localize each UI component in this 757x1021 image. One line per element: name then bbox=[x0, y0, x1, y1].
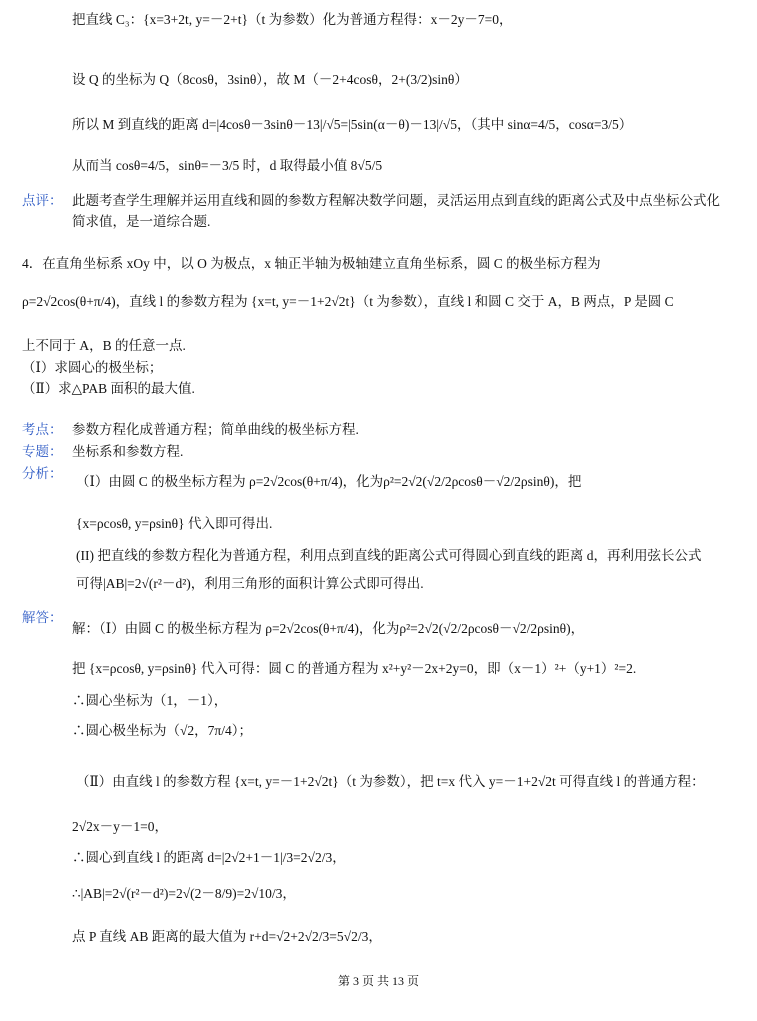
comment-label: 点评： bbox=[22, 193, 63, 208]
problem4-part1 bbox=[22, 356, 162, 376]
kaodian-label-text: 考点： bbox=[22, 422, 63, 437]
problem4-intro bbox=[22, 252, 601, 272]
line-min-value-text: 从而当 cosθ=4/5，sinθ=－3/5 时，d 取得最小值 8√5/5 bbox=[72, 158, 383, 173]
solution-s7 bbox=[72, 846, 346, 866]
problem4-equation-line bbox=[22, 290, 674, 310]
solution-s1 bbox=[72, 617, 584, 637]
fenxi-line-2-text: {x=ρcosθ, y=ρsinθ} 代入即可得出. bbox=[76, 516, 273, 531]
fenxi-line-4-text: 可得|AB|=2√(r²－d²)，利用三角形的面积计算公式即可得出. bbox=[76, 576, 424, 591]
solution-s4-text: ∴圆心极坐标为（√2，7π/4）； bbox=[72, 723, 252, 738]
line-distance-formula bbox=[72, 113, 632, 133]
solution-s4 bbox=[72, 719, 252, 739]
problem4-continuation-text: 上不同于 A，B 的任意一点. bbox=[22, 338, 186, 353]
problem4-equation-text: ρ=2√2cos(θ+π/4)，直线 l 的参数方程为 {x=t, y=－1+2√2t}（t 为参数），直线 l 和圆 C 交于 A，B 两点，P 是圆 C bbox=[22, 294, 674, 309]
line-min-value bbox=[72, 154, 382, 174]
solution-s9 bbox=[72, 925, 382, 945]
kaodian-text bbox=[72, 418, 359, 438]
line-c3-conversion bbox=[72, 8, 513, 28]
line-q-coords bbox=[72, 68, 468, 88]
kaodian-text-content: 参数方程化成普通方程；简单曲线的极坐标方程. bbox=[72, 422, 359, 437]
problem4-intro-text: 4．在直角坐标系 xOy 中，以 O 为极点，x 轴正半轴为极轴建立直角坐标系，圆 C 的极坐标方程为 bbox=[22, 256, 601, 271]
solution-s3-text: ∴圆心坐标为（1，－1）， bbox=[72, 693, 228, 708]
problem4-part2-text: （Ⅱ）求△PAB 面积的最大值. bbox=[22, 381, 195, 396]
solution-s5-text: （Ⅱ）由直线 l 的参数方程 {x=t, y=－1+2√2t}（t 为参数），把 t=x 代入 y=－1+2√2t 可得直线 l 的普通方程： bbox=[76, 774, 705, 789]
solution-s5 bbox=[76, 770, 705, 790]
line-c3-conversion-text: 把直线 C₃：{x=3+2t, y=－2+t}（t 为参数）化为普通方程得：x－2y－7=0， bbox=[72, 12, 513, 27]
solution-s9-text: 点 P 直线 AB 距离的最大值为 r+d=√2+2√2/3=5√2/3， bbox=[72, 929, 382, 944]
zhuanti-text-content: 坐标系和参数方程. bbox=[72, 444, 184, 459]
solution-s2 bbox=[72, 657, 636, 677]
solution-s6-text: 2√2x－y－1=0， bbox=[72, 819, 169, 834]
problem4-continuation bbox=[22, 334, 186, 354]
solution-s7-text: ∴圆心到直线 l 的距离 d=|2√2+1－1|/3=2√2/3， bbox=[72, 850, 346, 865]
line-q-coords-text: 设 Q 的坐标为 Q（8cosθ，3sinθ），故 M（－2+4cosθ，2+(3/2)sinθ） bbox=[72, 72, 468, 87]
fenxi-line-4 bbox=[76, 572, 424, 592]
fenxi-line-1 bbox=[76, 470, 581, 490]
zhuanti-label bbox=[22, 440, 63, 460]
fenxi-line-3 bbox=[76, 544, 701, 564]
zhuanti-label-text: 专题： bbox=[22, 444, 63, 459]
solution-s6 bbox=[72, 815, 168, 835]
problem4-part1-text: （Ⅰ）求圆心的极坐标； bbox=[22, 360, 163, 375]
comment-text-1-content: 此题考查学生理解并运用直线和圆的参数方程解决数学问题，灵活运用点到直线的距离公式及中点坐标公式化 bbox=[72, 193, 720, 208]
page-footer bbox=[0, 972, 757, 989]
comment-text-2 bbox=[72, 210, 210, 230]
solution-label bbox=[22, 606, 63, 626]
fenxi-line-2 bbox=[76, 512, 272, 532]
comment-text-2-content: 简求值，是一道综合题. bbox=[72, 214, 211, 229]
solution-s8-text: ∴|AB|=2√(r²－d²)=2√(2－8/9)=2√10/3， bbox=[72, 886, 296, 901]
solution-label-text: 解答： bbox=[22, 610, 63, 625]
problem4-part2 bbox=[22, 377, 195, 397]
solution-s1-text: 解：（Ⅰ）由圆 C 的极坐标方程为 ρ=2√2cos(θ+π/4)，化为ρ²=2√2(√2/2ρcosθ－√2/2ρsinθ)， bbox=[72, 621, 585, 636]
fenxi-label bbox=[22, 462, 63, 482]
comment-block bbox=[22, 189, 63, 209]
fenxi-line-3-text: (II) 把直线的参数方程化为普通方程，利用点到直线的距离公式可得圆心到直线的距离 d，再利用弦长公式 bbox=[76, 548, 702, 563]
solution-s8 bbox=[72, 882, 296, 902]
page-number: 第 3 页 共 13 页 bbox=[337, 974, 419, 988]
solution-s3 bbox=[72, 689, 227, 709]
fenxi-label-text: 分析： bbox=[22, 466, 63, 481]
fenxi-line-1-text: （Ⅰ）由圆 C 的极坐标方程为 ρ=2√2cos(θ+π/4)，化为ρ²=2√2(√2/2ρcosθ－√2/2ρsinθ)，把 bbox=[76, 474, 582, 489]
zhuanti-text bbox=[72, 440, 183, 460]
solution-s2-text: 把 {x=ρcosθ, y=ρsinθ} 代入可得：圆 C 的普通方程为 x²+y²－2x+2y=0，即（x－1）²+（y+1）²=2. bbox=[72, 661, 637, 676]
line-distance-formula-text: 所以 M 到直线的距离 d=|4cosθ－3sinθ－13|/√5=|5sin(α－θ)－13|/√5，（其中 sinα=4/5，cosα=3/5） bbox=[72, 117, 633, 132]
comment-text-1 bbox=[72, 189, 720, 209]
kaodian-label bbox=[22, 418, 63, 438]
